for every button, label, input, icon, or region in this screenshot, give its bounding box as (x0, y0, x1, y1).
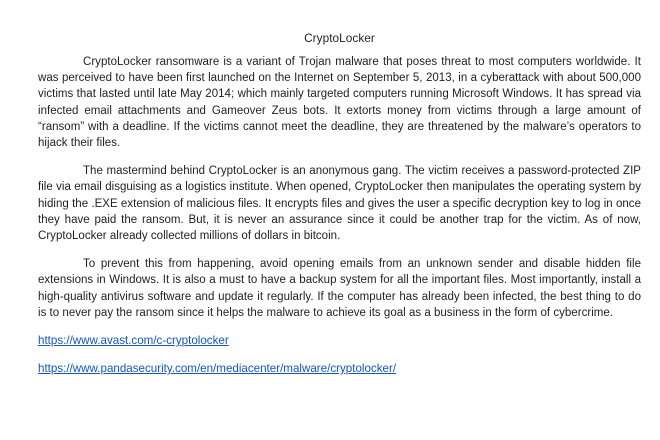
paragraph-mastermind: The mastermind behind CryptoLocker is an anonymous gang. The victim receives a password-protected ZIP file via email disguising as a logistics institute. When opened, CryptoLocker then manipulates the operating system by hiding the .EXE extension of malicious files. It encrypts files and gives the user a specific decryption key to log in once they have paid the ransom. But, it is never an assurance since it could be another trap for the victim. As of now, CryptoLocker already collected millions of dollars in bitcoin. (38, 165, 641, 243)
link-avast[interactable]: https://www.avast.com/c-cryptolocker (38, 334, 229, 348)
paragraph-prevention: To prevent this from happening, avoid opening emails from an unknown sender and disable hidden file extensions in Windows. It is also a must to have a backup system for all the important files. Most importantly, install a high-quality antivirus software and update it regularly. If the computer has already been infected, the best thing to do is to never pay the ransom since it helps the malware to achieve its goal as a business in the form of cybercrime. (38, 258, 641, 319)
document-title: CryptoLocker (304, 31, 375, 45)
link-pandasecurity[interactable]: https://www.pandasecurity.com/en/mediacenter/malware/cryptolocker/ (38, 362, 397, 376)
paragraph-intro: CryptoLocker ransomware is a variant of Trojan malware that poses threat to most computers worldwide. It was perceived to have been first launched on the Internet on September 5, 2013, in a cyberattack with about 500,000 victims that lasted until late May 2014; which mainly targeted computers running Microsoft Windows. It has spread via infected email attachments and Gameover Zeus bots. It extorts money from victims through a large amount of “ransom” with a deadline. If the victims cannot meet the deadline, they are threatened by the malware’s operators to hijack their files. (38, 56, 641, 150)
document-page (38, 30, 641, 389)
